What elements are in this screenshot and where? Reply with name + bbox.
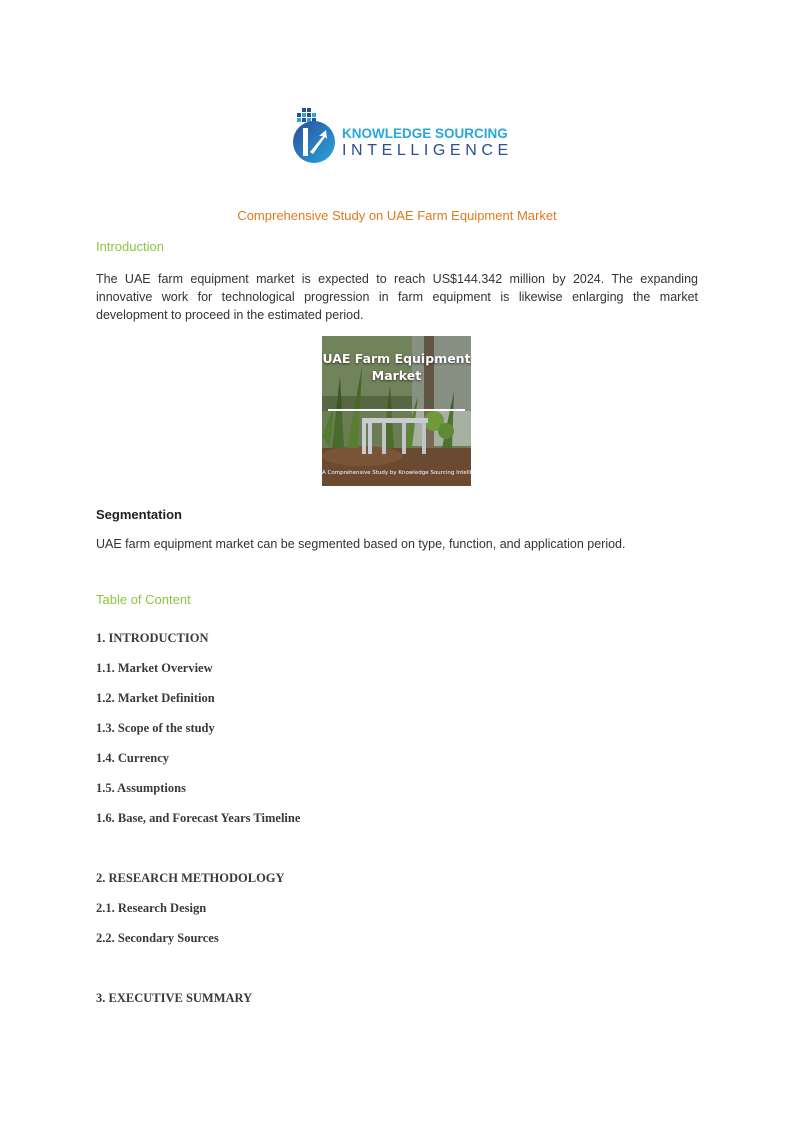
toc-item: 1.4. Currency	[96, 751, 170, 765]
document-title: Comprehensive Study on UAE Farm Equipment Market	[237, 208, 557, 223]
toc-item: 2. RESEARCH METHODOLOGY	[96, 871, 285, 885]
toc-item: 1.3. Scope of the study	[96, 721, 215, 735]
introduction-paragraph: The UAE farm equipment market is expected to reach US$144.342 million by 2024. The expanding innovative work for technological progression in farm equipment is likewise enlarging the market development to proceed in the estimated period.	[96, 272, 698, 322]
cover-title	[322, 350, 471, 384]
cover-divider	[328, 409, 465, 411]
logo-line-2: INTELLIGENCE	[342, 142, 513, 159]
toc-item: 1.5. Assumptions	[96, 781, 186, 795]
cover-subtitle: A Comprehensive Study by Knowledge Sourcing Intelligence	[322, 470, 489, 476]
toc-item: 2.1. Research Design	[96, 901, 207, 915]
segmentation-paragraph: UAE farm equipment market can be segmented based on type, function, and application period.	[96, 537, 626, 551]
introduction-heading: Introduction	[96, 239, 164, 254]
segmentation-heading: Segmentation	[96, 507, 182, 522]
cover-title-line-1: UAE Farm Equipment	[322, 351, 471, 366]
toc-item: 2.2. Secondary Sources	[96, 931, 219, 945]
toc-heading: Table of Content	[96, 592, 191, 607]
toc-item: 1.1. Market Overview	[96, 661, 213, 675]
toc-item: 3. EXECUTIVE SUMMARY	[96, 991, 253, 1005]
market-cover-image	[322, 336, 489, 486]
company-logo	[290, 106, 513, 166]
cover-title-line-2: Market	[371, 368, 422, 383]
toc-item: 1.2. Market Definition	[96, 691, 215, 705]
toc-item: 1. INTRODUCTION	[96, 631, 209, 645]
logo-mark-icon	[290, 106, 340, 166]
toc-item: 1.6. Base, and Forecast Years Timeline	[96, 811, 301, 825]
logo-line-1: KNOWLEDGE SOURCING	[342, 126, 508, 141]
